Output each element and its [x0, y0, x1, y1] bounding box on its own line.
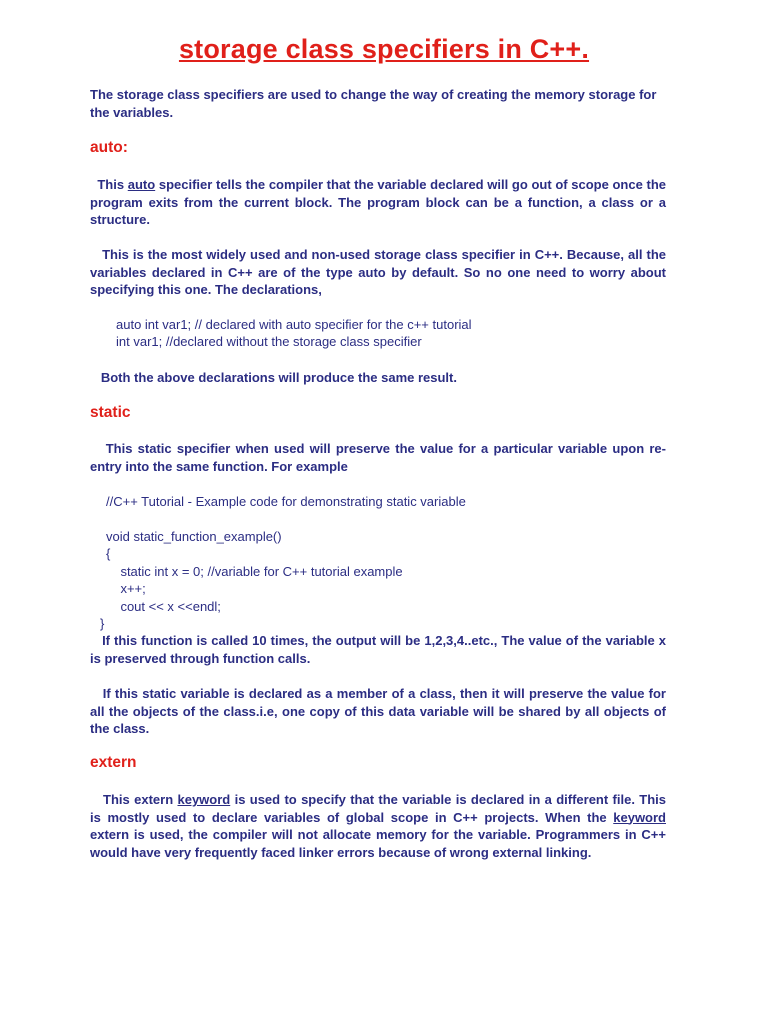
static-code-line-1: void static_function_example() [106, 529, 282, 544]
extern-p1-c: extern is used, the compiler will not allocate memory for the variable. Programmers in C++ would have very frequently faced linker errors because of wrong external linking. [90, 827, 666, 860]
auto-link[interactable]: auto [127, 177, 156, 192]
auto-heading: auto: [90, 139, 128, 156]
extern-p1-b: is used to specify that the variable is declared in a different file. This is mostly used to declare variables of global scope in C++ projects. When the [90, 792, 667, 825]
static-code-line-5: cout << x <<endl; [106, 599, 221, 614]
auto-p1-pre: This [97, 177, 128, 192]
intro-paragraph: The storage class specifiers are used to change the way of creating the memory storage for the variables. [90, 87, 657, 120]
auto-paragraph-2 [90, 246, 666, 299]
auto-p2-text: This is the most widely used and non-used storage class specifier in C++. Because, all the variables declared in C++ are of the type auto by default. So no one need to worry about specifying this one. The declarations, [90, 247, 666, 297]
static-paragraph-2 [90, 632, 666, 667]
static-p3-text: If this static variable is declared as a member of a class, then it will preserve the value for all the objects of the class.i.e, one copy of this data variable will be shared by all objects of the class. [90, 686, 666, 736]
static-p1-text: This static specifier when used will preserve the value for a particular variable upon re-entry into the same function. For example [90, 441, 666, 474]
static-p2-text: If this function is called 10 times, the output will be 1,2,3,4..etc., The value of the variable x is preserved through function calls. [90, 633, 666, 666]
static-code-comment: //C++ Tutorial - Example code for demonstrating static variable [106, 494, 466, 509]
keyword-link-1[interactable]: keyword [177, 792, 231, 807]
static-code-line-3: static int x = 0; //variable for C++ tutorial example [106, 564, 403, 579]
auto-p3-text: Both the above declarations will produce the same result. [100, 370, 457, 385]
auto-code-line-1: auto int var1; // declared with auto specifier for the c++ tutorial [116, 317, 472, 332]
static-code-line-2: { [106, 546, 111, 561]
static-heading: static [90, 404, 131, 421]
static-code-line-6: } [100, 616, 105, 631]
extern-p1-a: This extern [103, 792, 178, 807]
auto-paragraph-1 [90, 176, 666, 229]
static-paragraph-1 [90, 440, 666, 475]
keyword-link-2[interactable]: keyword [613, 809, 666, 825]
extern-heading: extern [90, 754, 137, 771]
static-code-line-4: x++; [106, 581, 146, 596]
auto-code-line-2: int var1; //declared without the storage class specifier [116, 334, 422, 349]
page-title: storage class specifiers in C++. [178, 34, 590, 64]
static-paragraph-3 [90, 685, 666, 738]
auto-p1-post: specifier tells the compiler that the variable declared will go out of scope once the program exits from the current block. The program block can be a function, a class or a structure. [90, 177, 666, 227]
auto-paragraph-3 [90, 369, 666, 387]
extern-paragraph-1 [90, 791, 666, 861]
